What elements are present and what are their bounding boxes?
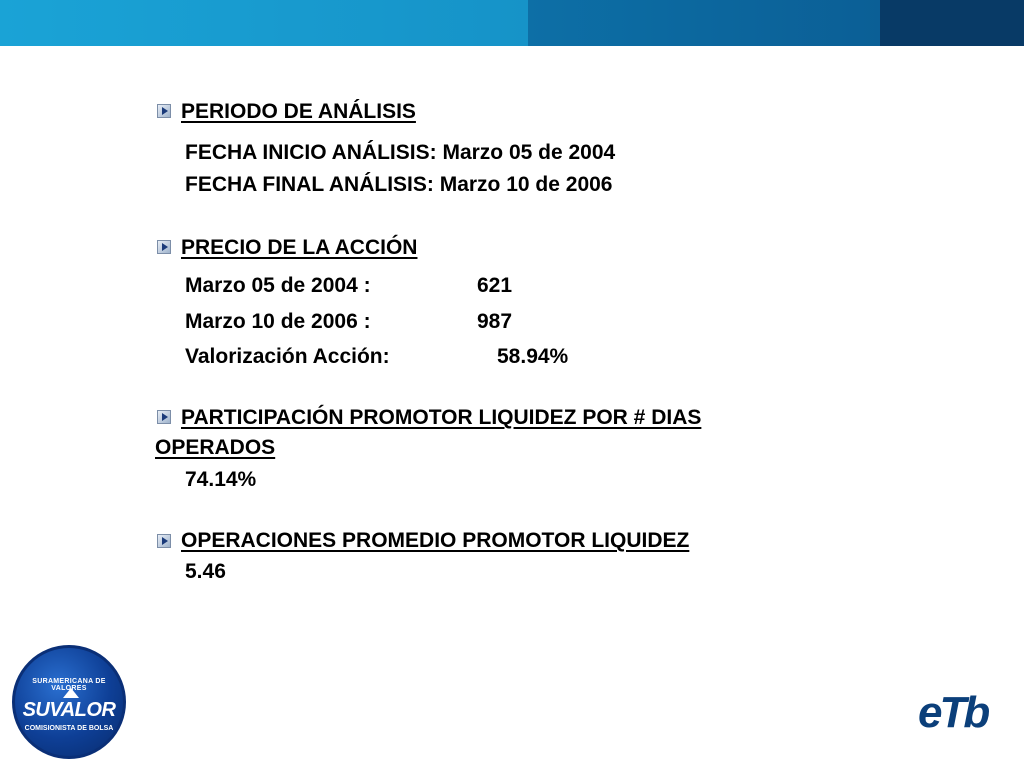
operaciones-value: 5.46	[185, 560, 226, 583]
bullet-icon	[157, 104, 171, 118]
participacion-heading: PARTICIPACIÓN PROMOTOR LIQUIDEZ POR # DIAS	[181, 406, 702, 429]
suvalor-logo-name: SUVALOR	[22, 699, 116, 721]
bullet-icon	[157, 534, 171, 548]
valorizacion-label: Valorización Acción:	[185, 345, 390, 368]
fecha-inicio-line: FECHA INICIO ANÁLISIS: Marzo 05 de 2004	[185, 141, 616, 164]
bullet-icon	[157, 410, 171, 424]
suvalor-mark-icon	[63, 688, 79, 698]
top-banner	[0, 0, 1024, 46]
participacion-value: 74.14%	[185, 468, 257, 491]
precio-row-label: Marzo 10 de 2006 :	[185, 310, 371, 333]
fecha-final-line: FECHA FINAL ANÁLISIS: Marzo 10 de 2006	[185, 173, 613, 196]
bullet-icon	[157, 240, 171, 254]
banner-segment-light	[0, 0, 528, 46]
precio-row-value: 987	[477, 310, 513, 333]
suvalor-logo	[12, 645, 126, 759]
banner-segment-dark	[880, 0, 1024, 46]
precio-heading: PRECIO DE LA ACCIÓN	[181, 236, 418, 259]
banner-segment-mid	[528, 0, 880, 46]
precio-row-label: Marzo 05 de 2004 :	[185, 274, 371, 297]
suvalor-logo-bottom-text: COMISIONISTA DE BOLSA	[24, 725, 114, 732]
participacion-heading-cont: OPERADOS	[155, 436, 276, 459]
valorizacion-value: 58.94%	[497, 345, 569, 368]
operaciones-heading: OPERACIONES PROMEDIO PROMOTOR LIQUIDEZ	[181, 529, 690, 552]
periodo-heading: PERIODO DE ANÁLISIS	[181, 100, 416, 123]
precio-row-value: 621	[477, 274, 513, 297]
suvalor-logo-top-text: SURAMERICANA DE VALORES	[32, 678, 106, 692]
etb-logo: eTb	[918, 688, 988, 737]
